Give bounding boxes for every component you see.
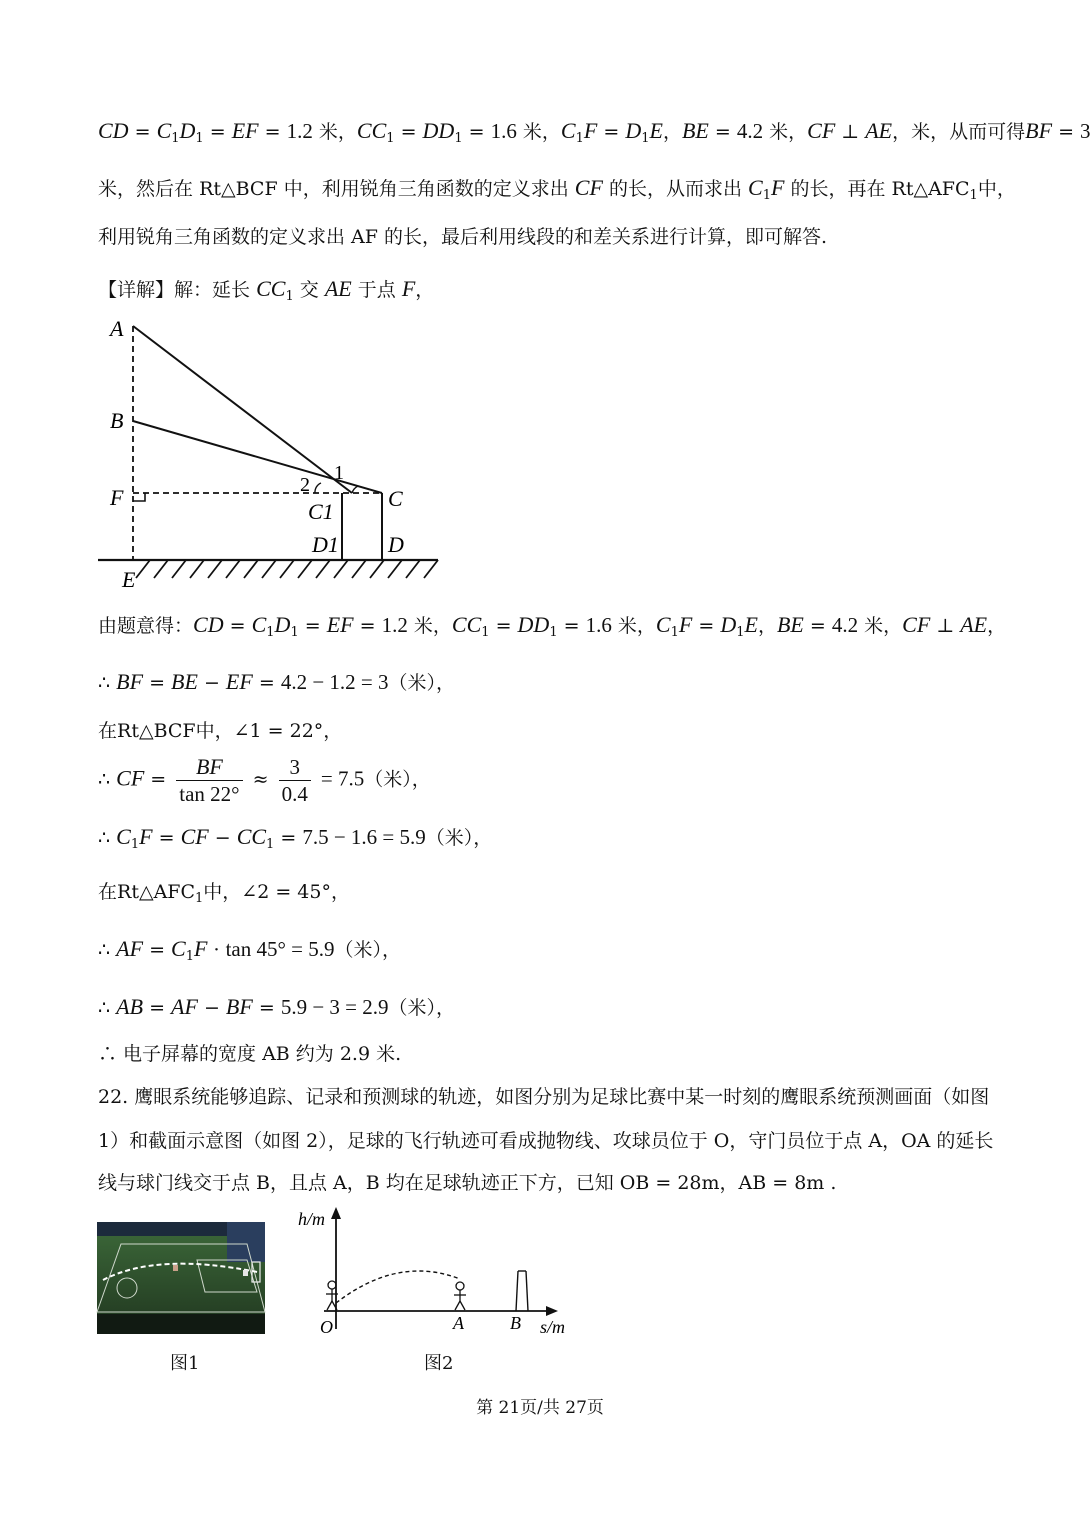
given-prefix: 由题意得： xyxy=(98,615,194,637)
step-3-unit: （米）， xyxy=(364,768,431,791)
label-d: D xyxy=(388,532,404,557)
hawkeye-photo xyxy=(97,1222,265,1334)
step-3-result: = 7.5 xyxy=(320,766,365,791)
y-axis-label: h/m xyxy=(298,1209,325,1229)
analysis-line-3: 利用锐角三角函数的定义求出 AF 的长，最后利用线段的和差关系进行计算，即可解答. xyxy=(98,226,828,248)
analysis-text-2d: 的长，再在 xyxy=(790,178,886,200)
label-a: A xyxy=(110,316,124,341)
analysis-text-2c: 的长，从而求出 xyxy=(608,178,742,200)
step-2-mid: 中，∠1 = 22°， xyxy=(195,720,343,742)
label-angle-2: 2 xyxy=(300,474,310,496)
step-4-unit: （米）， xyxy=(425,827,493,849)
detail-text-b: 交 xyxy=(299,279,319,301)
goalkeeper-figure xyxy=(454,1282,466,1310)
analysis-line-1: CD = $C_1D_1$ = EF = 1.2 米，$CC_1 = DD_1 = 1.6$ 米，$C_1F = D_1E$，BE = 4.2 米，CF ⊥ AE，米，从而可得BF = 3 xyxy=(98,118,1091,146)
label-fig2-a: A xyxy=(453,1313,464,1333)
step-5-rt: Rt△AFC xyxy=(117,881,196,903)
detail-text-a: 解：延长 xyxy=(174,279,251,301)
step-1: ∴ BF = BE − EF = 4.2 − 1.2 = 3（米）， xyxy=(98,669,456,694)
detail-label: 【详解】 xyxy=(98,279,175,301)
x-axis-arrow xyxy=(546,1306,558,1316)
detail-text-c: 于点 xyxy=(357,279,396,301)
analysis-text-2b: 中，利用锐角三角函数的定义求出 xyxy=(283,178,569,200)
analysis-line-2: 米，然后在 Rt△BCF 中，利用锐角三角函数的定义求出 CF 的长，从而求出 $C_1F$ 的长，再在 $Rt\triangle AFC_1$中， xyxy=(98,175,1016,203)
label-c1: C1 xyxy=(308,499,334,524)
step-1-unit: （米）， xyxy=(388,672,456,694)
analysis-text-2e: 中， xyxy=(977,178,1016,200)
sightline-a xyxy=(133,326,352,493)
step-4: ∴ $C_1F$ = CF − $CC_1 = 7.5 - 1.6 = 5.9$（米）， xyxy=(98,824,493,852)
x-axis-label: s/m xyxy=(540,1317,566,1337)
analysis-text-1: 米，从而可得 xyxy=(911,121,1026,143)
ball-trajectory xyxy=(336,1271,460,1303)
analysis-text-2a: 米，然后在 xyxy=(98,178,194,200)
detail-header: 【详解】解：延长 $CC_1$ 交 AE 于点 F， xyxy=(98,276,435,304)
trajectory-diagram xyxy=(296,1203,586,1343)
label-f: F xyxy=(110,485,124,510)
angle-2-arc xyxy=(315,483,321,493)
step-2-rt: Rt△BCF xyxy=(117,720,196,742)
problem22-line-3: 线与球门线交于点 B，且点 A，B 均在足球轨迹正下方，已知 OB = 28m，AB = 8m . xyxy=(98,1172,837,1194)
conclusion: ∴ 电子屏幕的宽度 AB 约为 2.9 米. xyxy=(98,1043,402,1065)
frac1-den: tan 22° xyxy=(179,782,240,806)
problem22-line-1: 22. 鹰眼系统能够追踪、记录和预测球的轨迹，如图分别为足球比赛中某一时刻的鹰眼系统预测画面（如图 xyxy=(98,1086,990,1108)
label-d1: D1 xyxy=(312,532,339,557)
step-5: 在$Rt\triangle AFC_1$中，∠2 = 45°， xyxy=(98,881,350,906)
rt-afc1-label: Rt△AFC xyxy=(891,178,970,200)
rt-bcf-label: Rt△BCF xyxy=(199,178,278,200)
caption-fig2: 图2 xyxy=(424,1353,454,1374)
page-footer: 第 21页/共 27页 xyxy=(476,1398,604,1418)
caption-fig1: 图1 xyxy=(170,1353,200,1374)
frac1-num: BF xyxy=(176,756,242,781)
detail-end: ， xyxy=(415,279,435,301)
label-fig2-b: B xyxy=(510,1313,521,1333)
problem22-line-2: 1）和截面示意图（如图 2），足球的飞行轨迹可看成抛物线、攻球员位于 O，守门员位于点 A，OA 的延长 xyxy=(98,1130,994,1152)
step-5-mid: 中，∠2 = 45°， xyxy=(203,881,350,903)
step-3: ∴ CF = $\frac{BF}{\tan 22^\circ}$ ≈ $\frac{3}{0.4}$ = 7.5（米）， xyxy=(98,754,431,806)
fraction-bf-tan22 xyxy=(176,756,242,805)
goal-post xyxy=(516,1271,528,1311)
step-5-prefix: 在 xyxy=(98,881,118,903)
step-7: ∴ AB = AF − BF = 5.9 − 3 = 2.9（米）， xyxy=(98,994,456,1019)
right-angle-mark xyxy=(133,493,145,501)
ground-hatching xyxy=(136,560,438,578)
step-2-prefix: 在 xyxy=(98,720,118,742)
frac2-num: 3 xyxy=(279,757,311,781)
step-7-unit: （米）， xyxy=(388,997,456,1019)
fraction-3-over-04 xyxy=(279,754,311,806)
label-o: O xyxy=(320,1317,333,1337)
step-2 xyxy=(98,722,342,741)
y-axis-arrow xyxy=(331,1207,341,1219)
frac2-den: 0.4 xyxy=(281,781,308,806)
sightline-b xyxy=(133,421,382,493)
label-e: E xyxy=(122,567,136,592)
step-6-unit: （米）， xyxy=(334,939,401,961)
label-angle-1: 1 xyxy=(334,462,344,484)
given-line: 由题意得：CD = $C_1D_1$ = EF = 1.2 米，$CC_1 = DD_1 = 1.6$ 米，$C_1F = D_1E$，BE = 4.2 米，CF ⊥ AE， xyxy=(98,612,1007,640)
step-6: ∴ AF = $C_1F \cdot \tan 45^\circ = 5.9$（米）， xyxy=(98,936,401,964)
geometry-figure xyxy=(90,312,460,597)
label-c: C xyxy=(388,486,403,511)
angle-1-arc xyxy=(352,486,358,493)
label-b: B xyxy=(110,408,124,433)
